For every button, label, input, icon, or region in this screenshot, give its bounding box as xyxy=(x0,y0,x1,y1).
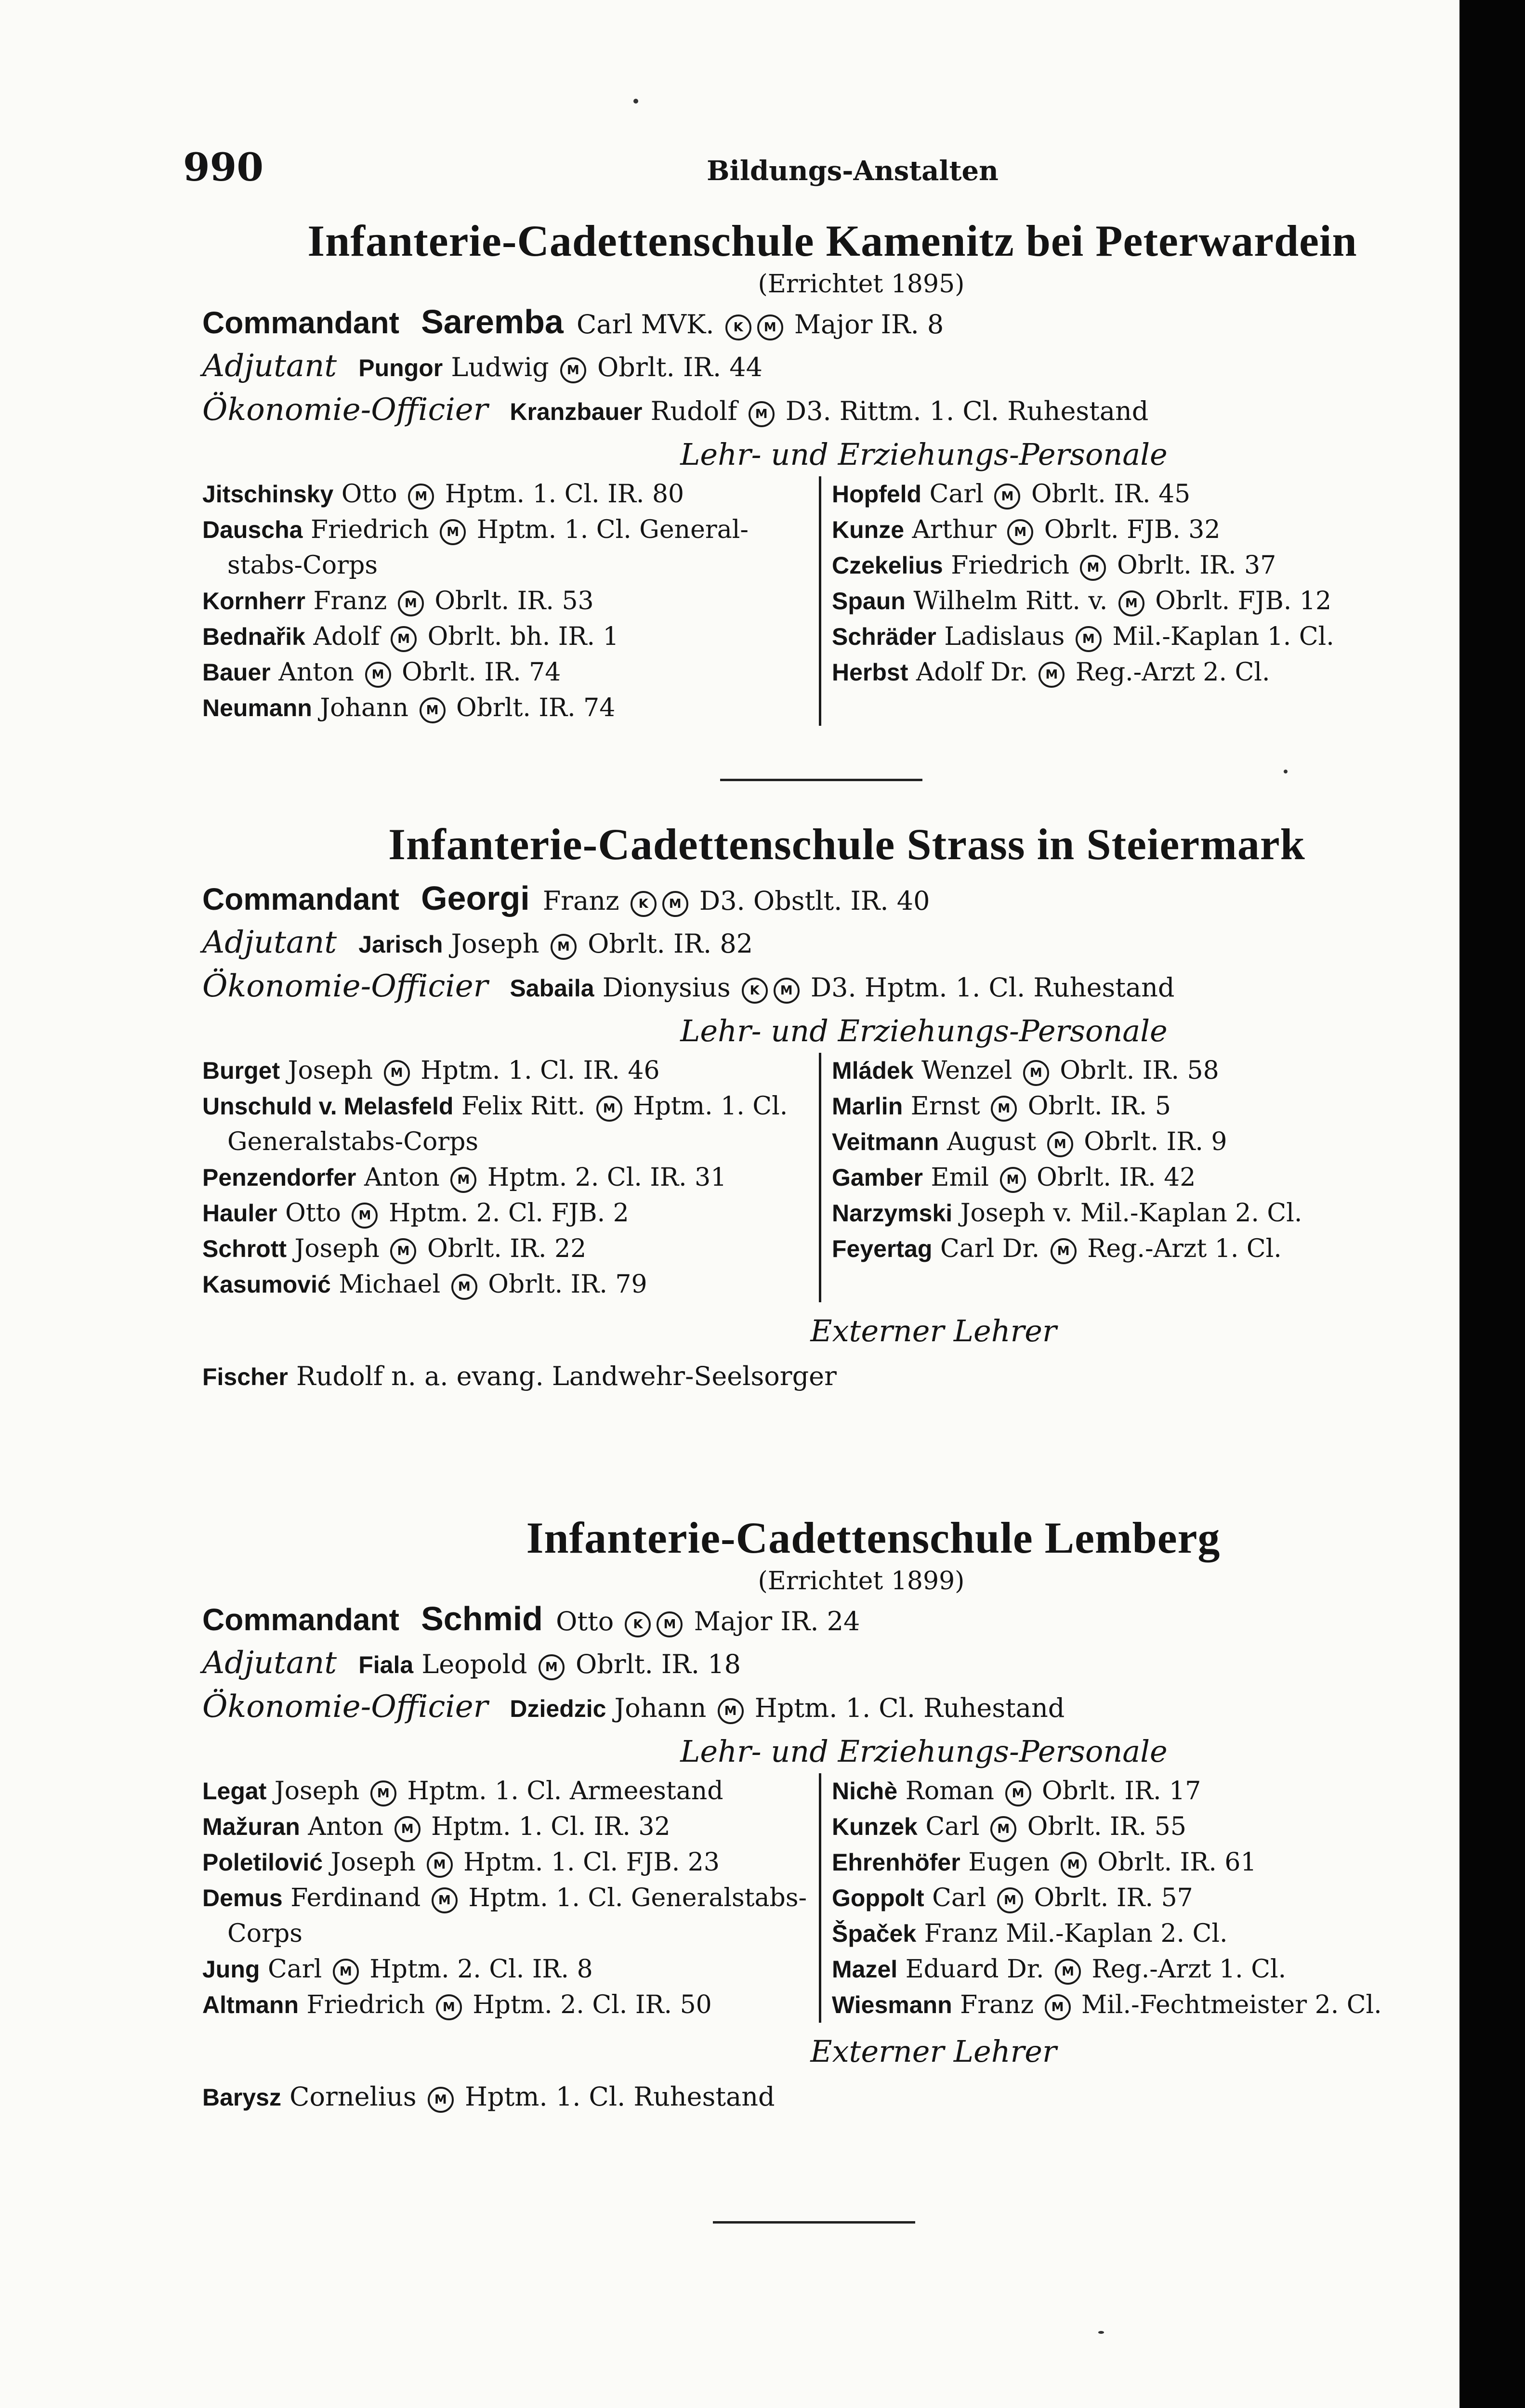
entry-text: Anton xyxy=(308,1812,384,1841)
entry-text: Obrlt. FJB. 12 xyxy=(1155,587,1332,615)
entry-text: Hptm. 1. Cl. Armeestand xyxy=(407,1777,723,1806)
entry-text: Mil.-Kaplan 2. Cl. xyxy=(1080,1199,1302,1228)
staff-heading: Lehr- und Erziehungs-Personale xyxy=(680,1734,1168,1769)
person-surname: Spaun xyxy=(832,588,906,615)
person-surname: Jarisch xyxy=(358,931,443,958)
entry-text: Franz xyxy=(313,587,387,615)
staff-entry xyxy=(832,1880,1382,1916)
person-surname: Schmid xyxy=(421,1600,543,1637)
medal-m-icon: M xyxy=(352,1203,378,1229)
staff-left xyxy=(202,1773,819,2023)
staff-columns xyxy=(202,1053,1462,1302)
medal-m-icon: M xyxy=(997,1887,1023,1913)
entry-text: Ludwig xyxy=(451,352,549,382)
commandant-line xyxy=(202,301,1462,345)
entry-text: Rudolf n. a. evang. Landwehr-Seelsorger xyxy=(296,1361,837,1391)
entry-text: Otto xyxy=(285,1199,341,1228)
medal-m-icon: M xyxy=(991,1096,1017,1122)
staff-entry xyxy=(202,1987,819,2023)
entry-text: Franz xyxy=(960,1990,1034,2019)
scan-speck xyxy=(1098,2331,1104,2334)
entry-text: Major IR. 8 xyxy=(794,309,944,340)
entry-text: Hptm. 1. Cl. Ruhestand xyxy=(754,1693,1065,1723)
staff-entry xyxy=(832,1809,1382,1845)
staff-entry xyxy=(832,1160,1302,1195)
order-k-icon: K xyxy=(725,314,751,340)
person-surname: Schrott xyxy=(202,1235,287,1262)
entry-text: Rudolf xyxy=(650,396,737,426)
medal-m-icon: M xyxy=(1080,555,1106,581)
running-header xyxy=(183,144,1435,193)
entry-text: Obrlt. IR. 22 xyxy=(427,1234,587,1263)
entry-text: Obrlt. IR. 17 xyxy=(1042,1777,1201,1806)
entry-text: Carl xyxy=(267,1955,322,1984)
entry-text: Carl xyxy=(932,1884,986,1912)
entry-text: Ökonomie-Officier xyxy=(202,968,488,1004)
adjutant-line xyxy=(202,922,1462,966)
entry-text: Obrlt. IR. 45 xyxy=(1031,480,1191,509)
person-surname: Neumann xyxy=(202,694,312,721)
person-surname: Kornherr xyxy=(202,588,305,615)
entry-text: Hptm. 2. Cl. IR. 31 xyxy=(487,1163,727,1192)
person-surname: Feyertag xyxy=(832,1235,933,1262)
medal-m-icon: M xyxy=(774,978,800,1004)
staff-entry xyxy=(832,1916,1382,1951)
staff-heading: Lehr- und Erziehungs-Personale xyxy=(680,1013,1168,1048)
staff-entry xyxy=(202,1809,819,1845)
medal-m-icon: M xyxy=(596,1096,622,1122)
entry-text: Arthur xyxy=(912,515,997,544)
entry-text: August xyxy=(947,1127,1037,1156)
medal-m-icon: M xyxy=(990,1816,1016,1842)
entry-text: Hptm. 2. Cl. IR. 50 xyxy=(473,1990,712,2019)
person-surname: Jung xyxy=(202,1956,260,1983)
staff-entry-continued: stabs-Corps xyxy=(227,551,378,580)
medal-m-icon: M xyxy=(662,891,688,917)
entry-text: Obrlt. IR. 5 xyxy=(1027,1092,1171,1121)
entry-text: Obrlt. IR. 9 xyxy=(1084,1127,1227,1156)
staff-entry xyxy=(202,1231,819,1267)
medal-m-icon: M xyxy=(394,1816,421,1842)
entry-text: Friedrich xyxy=(951,551,1069,580)
entry-text: Hptm. 1. Cl. General- xyxy=(476,515,749,544)
medal-m-icon: M xyxy=(718,1698,744,1724)
entry-text: Carl MVK. xyxy=(576,309,714,340)
person-surname: Demus xyxy=(202,1885,283,1911)
staff-entry xyxy=(202,1951,819,1987)
entry-text: Eugen xyxy=(968,1848,1050,1877)
medal-m-icon: M xyxy=(560,357,586,383)
person-surname: Georgi xyxy=(421,879,530,917)
section-strass xyxy=(202,818,1462,1398)
staff-entry xyxy=(832,1951,1382,1987)
medal-m-icon: M xyxy=(440,519,466,545)
person-surname: Wiesmann xyxy=(832,1991,952,2018)
entry-text: D3. Obstlt. IR. 40 xyxy=(699,886,930,916)
staff-entry-continued: Generalstabs-Corps xyxy=(227,1127,479,1156)
commandant-line xyxy=(202,877,1462,922)
entry-text: Hptm. 1. Cl. FJB. 23 xyxy=(463,1848,720,1877)
running-title: Bildungs-Anstalten xyxy=(707,155,999,187)
section-title: Infanterie-Cadettenschule Lemberg xyxy=(526,1513,1221,1562)
medal-m-icon: M xyxy=(391,626,417,652)
staff-entry xyxy=(832,1053,1302,1088)
entry-text: Obrlt. IR. 42 xyxy=(1037,1163,1196,1192)
medal-m-icon: M xyxy=(451,1274,477,1300)
staff-right xyxy=(819,1773,1382,2023)
entry-text: Hptm. 1. Cl. IR. 46 xyxy=(421,1056,660,1085)
section-divider xyxy=(713,2221,915,2224)
scan-speck xyxy=(1284,770,1288,773)
person-surname: Poletilović xyxy=(202,1849,323,1876)
entry-text: Hptm. 1. Cl. Generalstabs- xyxy=(468,1884,807,1912)
medal-m-icon: M xyxy=(432,1887,458,1913)
medal-m-icon: M xyxy=(390,1238,416,1264)
medal-m-icon: M xyxy=(749,401,775,427)
staff-entry xyxy=(202,583,819,619)
staff-entry xyxy=(202,1880,819,1916)
entry-text: Dionysius xyxy=(602,972,731,1003)
entry-text: Adolf xyxy=(313,622,380,651)
medal-m-icon: M xyxy=(1000,1167,1026,1193)
entry-text: Leopold xyxy=(421,1649,527,1679)
entry-text: Joseph xyxy=(451,929,539,959)
person-surname: Kunzek xyxy=(832,1813,918,1840)
staff-entry xyxy=(832,1195,1302,1231)
person-surname: Mazel xyxy=(832,1956,898,1983)
entry-text: Obrlt. IR. 79 xyxy=(488,1270,647,1299)
oekonomie-line xyxy=(202,389,1462,433)
entry-text: Obrlt. IR. 18 xyxy=(575,1649,741,1679)
entry-text: Ladislaus xyxy=(944,622,1065,651)
entry-text: Carl xyxy=(925,1812,980,1841)
staff-entry xyxy=(832,1987,1382,2023)
entry-text: Hptm. 1. Cl. Ruhestand xyxy=(464,2081,775,2112)
adjutant-line xyxy=(202,1642,1462,1686)
entry-text: Franz xyxy=(924,1919,998,1948)
entry-text: Mil.-Kaplan 1. Cl. xyxy=(1112,622,1334,651)
person-surname: Penzendorfer xyxy=(202,1164,356,1191)
person-surname: Hauler xyxy=(202,1200,277,1227)
medal-m-icon: M xyxy=(1007,519,1033,545)
staff-entry xyxy=(832,619,1334,654)
staff-entry xyxy=(202,1845,819,1880)
staff-left xyxy=(202,1053,819,1302)
entry-text: Michael xyxy=(339,1270,441,1299)
staff-entry xyxy=(832,1124,1302,1160)
entry-text: Anton xyxy=(364,1163,440,1192)
medal-m-icon: M xyxy=(428,2087,454,2113)
section-title: Infanterie-Cadettenschule Strass in Steiermark xyxy=(388,820,1305,869)
entry-text: Hptm. 1. Cl. xyxy=(633,1092,788,1121)
section-kamenitz xyxy=(202,214,1462,726)
medal-m-icon: M xyxy=(657,1611,683,1637)
staff-heading: Lehr- und Erziehungs-Personale xyxy=(680,437,1168,472)
entry-text: Felix Ritt. xyxy=(461,1092,586,1121)
entry-text: Hptm. 1. Cl. IR. 80 xyxy=(445,480,684,509)
person-surname: Kasumović xyxy=(202,1271,331,1298)
external-heading: Externer Lehrer xyxy=(810,1313,1057,1348)
medal-m-icon: M xyxy=(370,1780,396,1806)
section-founded: (Errichtet 1895) xyxy=(758,270,965,299)
entry-text: Carl xyxy=(929,480,984,509)
entry-text: Adolf Dr. xyxy=(916,658,1028,687)
person-surname: Burget xyxy=(202,1057,280,1084)
entry-text: Otto xyxy=(556,1606,614,1636)
entry-text: Ökonomie-Officier xyxy=(202,392,488,428)
entry-text: Commandant xyxy=(202,1602,399,1637)
entry-text: Carl Dr. xyxy=(940,1234,1040,1263)
person-surname: Kranzbauer xyxy=(510,398,643,425)
entry-text: Cornelius xyxy=(289,2081,417,2112)
person-surname: Dziedzic xyxy=(510,1695,606,1722)
staff-entry xyxy=(202,1053,819,1088)
external-heading: Externer Lehrer xyxy=(810,2034,1057,2069)
person-surname: Dauscha xyxy=(202,516,303,543)
entry-text: Otto xyxy=(341,480,397,509)
person-surname: Mažuran xyxy=(202,1813,300,1840)
entry-text: Obrlt. FJB. 32 xyxy=(1044,515,1221,544)
section-divider xyxy=(720,779,922,781)
staff-entry xyxy=(202,1088,819,1124)
entry-text: Johann xyxy=(320,694,408,722)
entry-text: Commandant xyxy=(202,882,399,916)
entry-text: Hptm. 2. Cl. IR. 8 xyxy=(369,1955,593,1984)
entry-text: Franz xyxy=(542,886,619,916)
medal-m-icon: M xyxy=(365,662,391,688)
person-surname: Czekelius xyxy=(832,552,943,579)
entry-text: Ökonomie-Officier xyxy=(202,1689,488,1725)
staff-entry xyxy=(832,512,1334,548)
person-surname: Pungor xyxy=(358,354,443,381)
medal-m-icon: M xyxy=(398,590,424,616)
entry-text: Obrlt. IR. 37 xyxy=(1117,551,1276,580)
staff-entry xyxy=(202,1160,819,1195)
staff-left xyxy=(202,476,819,726)
staff-columns xyxy=(202,476,1462,726)
entry-text: Eduard Dr. xyxy=(905,1955,1044,1984)
entry-text: Hptm. 2. Cl. FJB. 2 xyxy=(388,1199,629,1228)
person-surname: Jitschinsky xyxy=(202,481,334,508)
entry-text: Joseph xyxy=(330,1848,416,1877)
oekonomie-line xyxy=(202,966,1462,1009)
adjutant-line xyxy=(202,345,1462,389)
medal-m-icon: M xyxy=(1051,1238,1077,1264)
entry-text: Friedrich xyxy=(310,515,429,544)
entry-text: Obrlt. IR. 58 xyxy=(1060,1056,1219,1085)
oekonomie-line xyxy=(202,1686,1462,1730)
entry-text: Obrlt. bh. IR. 1 xyxy=(427,622,619,651)
external-entry xyxy=(202,2076,1462,2119)
entry-text: Adjutant xyxy=(202,1645,337,1681)
order-k-icon: K xyxy=(625,1611,651,1637)
person-surname: Hopfeld xyxy=(832,481,922,508)
medal-m-icon: M xyxy=(539,1654,565,1680)
entry-text: Roman xyxy=(905,1777,994,1806)
person-surname: Bednařik xyxy=(202,623,305,650)
entry-text: Wilhelm Ritt. v. xyxy=(913,587,1108,615)
staff-columns xyxy=(202,1773,1462,2023)
section-founded: (Errichtet 1899) xyxy=(758,1567,965,1596)
person-surname: Unschuld v. Melasfeld xyxy=(202,1093,454,1120)
entry-text: Joseph xyxy=(274,1777,360,1806)
entry-text: Adjutant xyxy=(202,348,337,384)
entry-text: Obrlt. IR. 74 xyxy=(402,658,561,687)
staff-entry xyxy=(832,583,1334,619)
entry-text: Obrlt. IR. 44 xyxy=(597,352,762,382)
staff-entry xyxy=(202,1267,819,1302)
person-surname: Altmann xyxy=(202,1991,299,2018)
medal-m-icon: M xyxy=(427,1852,453,1878)
scan-speck xyxy=(633,99,638,104)
medal-m-icon: M xyxy=(1047,1131,1073,1157)
entry-text: D3. Rittm. 1. Cl. Ruhestand xyxy=(785,396,1149,426)
person-surname: Narzymski xyxy=(832,1200,953,1227)
medal-m-icon: M xyxy=(757,314,783,340)
person-surname: Legat xyxy=(202,1778,267,1805)
medal-m-icon: M xyxy=(333,1959,359,1985)
entry-text: Wenzel xyxy=(921,1056,1012,1085)
entry-text: Obrlt. IR. 82 xyxy=(588,929,753,959)
medal-m-icon: M xyxy=(551,934,577,960)
entry-text: Joseph xyxy=(294,1234,380,1263)
staff-entry xyxy=(832,1773,1382,1809)
person-surname: Špaček xyxy=(832,1920,917,1947)
staff-entry-continued: Corps xyxy=(227,1919,302,1948)
staff-entry xyxy=(832,654,1334,690)
medal-m-icon: M xyxy=(1039,662,1065,688)
staff-entry xyxy=(202,690,819,726)
scan-border xyxy=(1459,0,1525,2408)
staff-right xyxy=(819,476,1334,726)
entry-text: Obrlt. IR. 57 xyxy=(1034,1884,1193,1912)
section-lemberg xyxy=(202,1511,1462,2119)
external-entry xyxy=(202,1355,1462,1398)
person-surname: Herbst xyxy=(832,659,908,686)
staff-entry xyxy=(202,512,819,548)
entry-text: Anton xyxy=(278,658,355,687)
entry-text: Obrlt. IR. 61 xyxy=(1097,1848,1257,1877)
page-number: 990 xyxy=(183,144,263,190)
staff-entry xyxy=(202,1773,819,1809)
entry-text: Reg.-Arzt 1. Cl. xyxy=(1091,1955,1287,1984)
person-surname: Fiala xyxy=(358,1651,414,1678)
medal-m-icon: M xyxy=(450,1167,476,1193)
entry-text: Johann xyxy=(614,1693,707,1723)
order-k-icon: K xyxy=(631,891,657,917)
person-surname: Gamber xyxy=(832,1164,923,1191)
medal-m-icon: M xyxy=(384,1060,410,1086)
staff-right xyxy=(819,1053,1302,1302)
entry-text: Reg.-Arzt 1. Cl. xyxy=(1087,1234,1282,1263)
entry-text: D3. Hptm. 1. Cl. Ruhestand xyxy=(810,972,1175,1003)
entry-text: Emil xyxy=(931,1163,989,1192)
section-title: Infanterie-Cadettenschule Kamenitz bei Peterwardein xyxy=(307,216,1357,265)
person-surname: Barysz xyxy=(202,2084,281,2111)
staff-entry xyxy=(832,476,1334,512)
entry-text: Reg.-Arzt 2. Cl. xyxy=(1075,658,1270,687)
person-surname: Veitmann xyxy=(832,1128,939,1155)
entry-text: Obrlt. IR. 53 xyxy=(434,587,594,615)
medal-m-icon: M xyxy=(420,697,446,723)
medal-m-icon: M xyxy=(1023,1060,1049,1086)
commandant-line xyxy=(202,1598,1462,1642)
entry-text: Mil.-Kaplan 2. Cl. xyxy=(1006,1919,1228,1948)
medal-m-icon: M xyxy=(1118,590,1144,616)
entry-text: Friedrich xyxy=(306,1990,425,2019)
staff-entry xyxy=(832,1088,1302,1124)
entry-text: Commandant xyxy=(202,305,399,340)
staff-entry xyxy=(202,476,819,512)
entry-text: Major IR. 24 xyxy=(694,1606,860,1636)
entry-text: Hptm. 1. Cl. IR. 32 xyxy=(431,1812,670,1841)
person-surname: Kunze xyxy=(832,516,904,543)
order-k-icon: K xyxy=(742,978,768,1004)
person-surname: Fischer xyxy=(202,1363,288,1390)
medal-m-icon: M xyxy=(1061,1852,1087,1878)
staff-entry xyxy=(202,654,819,690)
person-surname: Ehrenhöfer xyxy=(832,1849,960,1876)
person-surname: Schräder xyxy=(832,623,936,650)
person-surname: Marlin xyxy=(832,1093,903,1120)
entry-text: Adjutant xyxy=(202,925,337,960)
entry-text: Ernst xyxy=(910,1092,980,1121)
person-surname: Goppolt xyxy=(832,1885,924,1911)
medal-m-icon: M xyxy=(1045,1994,1071,2020)
entry-text: Joseph xyxy=(288,1056,373,1085)
medal-m-icon: M xyxy=(1076,626,1102,652)
staff-entry xyxy=(832,1231,1302,1267)
staff-entry xyxy=(832,1845,1382,1880)
medal-m-icon: M xyxy=(1055,1959,1081,1985)
person-surname: Saremba xyxy=(421,303,564,340)
person-surname: Sabaila xyxy=(510,975,594,1002)
entry-text: Mil.-Fechtmeister 2. Cl. xyxy=(1081,1990,1382,2019)
entry-text: Ferdinand xyxy=(290,1884,421,1912)
medal-m-icon: M xyxy=(994,484,1020,510)
medal-m-icon: M xyxy=(1005,1780,1031,1806)
entry-text: Obrlt. IR. 74 xyxy=(456,694,616,722)
entry-text: Obrlt. IR. 55 xyxy=(1027,1812,1186,1841)
person-surname: Nichè xyxy=(832,1778,898,1805)
medal-m-icon: M xyxy=(408,484,434,510)
medal-m-icon: M xyxy=(436,1994,462,2020)
staff-entry xyxy=(202,1195,819,1231)
staff-entry xyxy=(832,548,1334,583)
staff-entry xyxy=(202,619,819,654)
entry-text: Joseph v. xyxy=(960,1199,1073,1228)
person-surname: Mládek xyxy=(832,1057,914,1084)
person-surname: Bauer xyxy=(202,659,271,686)
